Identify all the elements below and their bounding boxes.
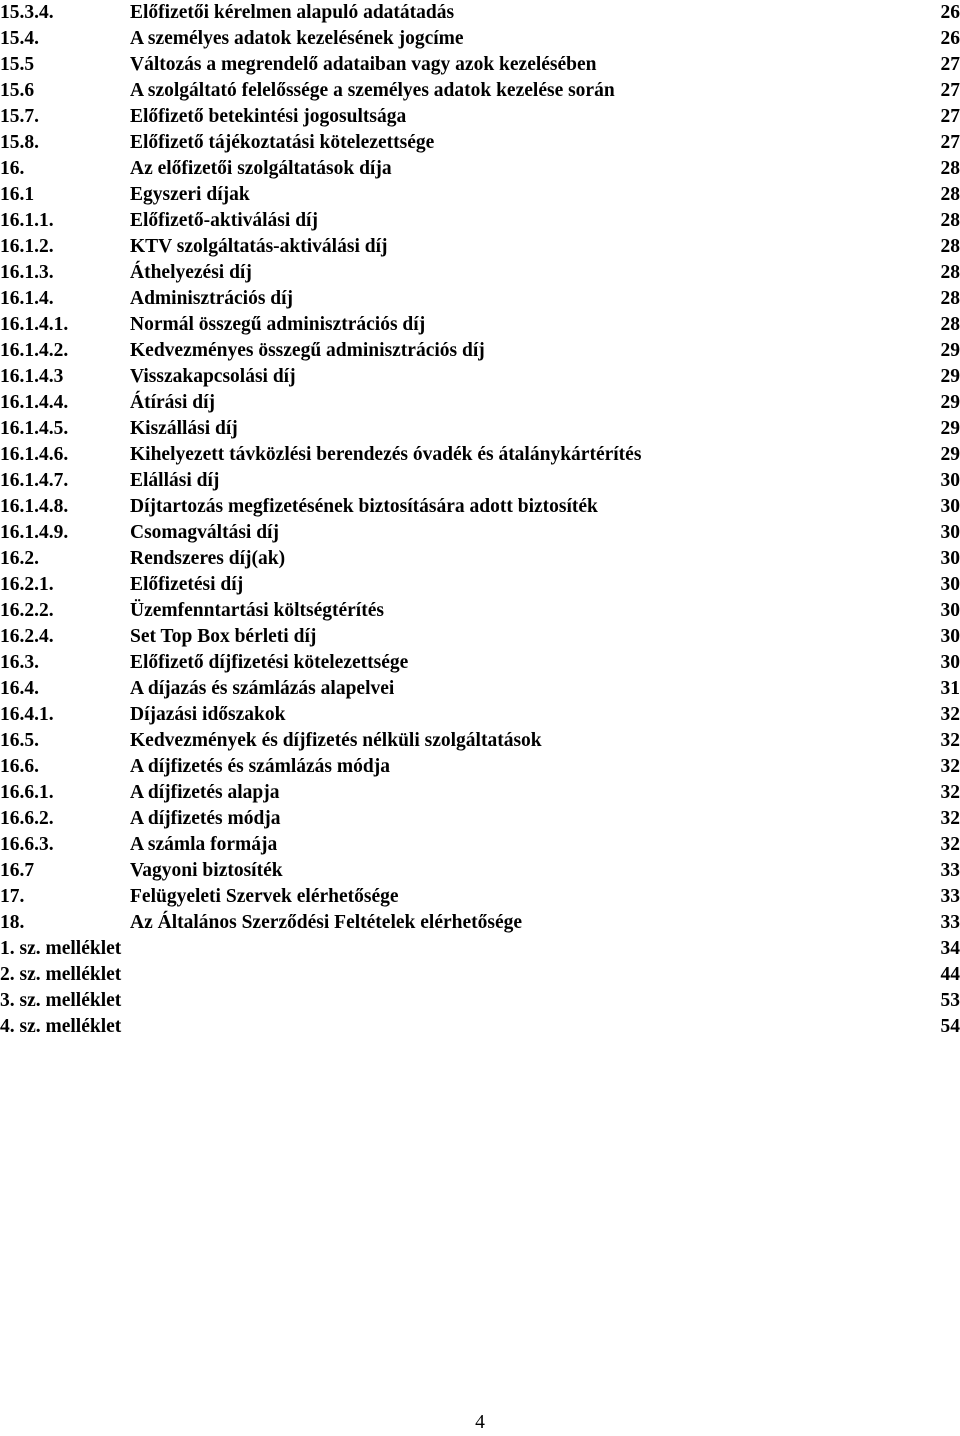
toc-entry-title: Előfizető tájékoztatási kötelezettsége [130,130,434,156]
toc-entry-title: Felügyeleti Szervek elérhetősége [130,884,399,910]
toc-entry-number: 15.5 [0,52,34,78]
toc-entry-number: 16.1.4. [0,286,54,312]
toc-entry-number: 16.1.4.8. [0,494,68,520]
toc-entry-page: 53 [941,988,960,1014]
toc-entry-title: A személyes adatok kezelésének jogcíme [130,26,464,52]
toc-entry-title: Előfizető díjfizetési kötelezettsége [130,650,408,676]
toc-entry[interactable] [0,832,960,858]
toc-entry-title: Adminisztrációs díj [130,286,293,312]
toc-entry-page: 33 [941,858,960,884]
toc-entry-title: Előfizető-aktiválási díj [130,208,318,234]
toc-entry[interactable] [0,442,960,468]
toc-entry-number: 16.1.4.3 [0,364,63,390]
toc-entry-number: 16.6.3. [0,832,54,858]
toc-entry-number: 16. [0,156,24,182]
toc-entry-title: Kedvezmények és díjfizetés nélküli szolgáltatások [130,728,542,754]
toc-entry[interactable] [0,650,960,676]
toc-entry[interactable] [0,468,960,494]
toc-entry-page: 33 [941,910,960,936]
toc-entry-page: 29 [941,390,960,416]
toc-entry-title: Kihelyezett távközlési berendezés óvadék és átalánykártérítés [130,442,641,468]
toc-entry-number: 16.4.1. [0,702,54,728]
toc-entry[interactable] [0,260,960,286]
toc-entry-title: Visszakapcsolási díj [130,364,296,390]
toc-entry-number: 16.4. [0,676,39,702]
toc-entry-title: Átírási díj [130,390,215,416]
toc-entry[interactable] [0,910,960,936]
toc-entry[interactable] [0,286,960,312]
toc-entry-title: Kiszállási díj [130,416,238,442]
toc-entry-number: 16.2.4. [0,624,54,650]
toc-entry-number: 16.6.2. [0,806,54,832]
toc-entry-title: Elállási díj [130,468,219,494]
toc-entry-title: Egyszeri díjak [130,182,250,208]
toc-entry-title: Rendszeres díj(ak) [130,546,285,572]
toc-entry-title: A díjazás és számlázás alapelvei [130,676,394,702]
toc-entry-number: 15.7. [0,104,39,130]
toc-entry-title: Kedvezményes összegű adminisztrációs díj [130,338,485,364]
toc-entry-page: 30 [941,546,960,572]
toc-entry-page: 26 [941,26,960,52]
toc-entry-page: 27 [941,104,960,130]
toc-entry-page: 29 [941,364,960,390]
toc-entry-number: 15.6 [0,78,34,104]
toc-entry-page: 30 [941,598,960,624]
toc-entry-number: 16.3. [0,650,39,676]
toc-entry-number: 16.1.4.5. [0,416,68,442]
toc-entry-title: Változás a megrendelő adataiban vagy azok kezelésében [130,52,597,78]
toc-entry-page: 27 [941,130,960,156]
toc-entry-number: 16.1.4.2. [0,338,68,364]
toc-entry-title: Áthelyezési díj [130,260,252,286]
toc-entry-page: 32 [941,780,960,806]
toc-entry-page: 26 [941,0,960,26]
toc-entry-page: 34 [941,936,960,962]
toc-entry-number: 3. sz. melléklet [0,988,121,1014]
toc-entry-annex[interactable] [0,1014,960,1040]
toc-entry-page: 28 [941,208,960,234]
toc-entry-page: 32 [941,832,960,858]
toc-entry[interactable] [0,104,960,130]
toc-entry-title: KTV szolgáltatás-aktiválási díj [130,234,388,260]
toc-entry-page: 30 [941,468,960,494]
toc-entry[interactable] [0,234,960,260]
toc-entry[interactable] [0,702,960,728]
toc-entry-title: Vagyoni biztosíték [130,858,283,884]
toc-entry-title: Csomagváltási díj [130,520,279,546]
toc-entry-title: Előfizető betekintési jogosultsága [130,104,406,130]
toc-entry-page: 29 [941,416,960,442]
toc-entry-page: 33 [941,884,960,910]
toc-entry-annex[interactable] [0,988,960,1014]
toc-entry[interactable] [0,884,960,910]
toc-entry-number: 15.4. [0,26,39,52]
toc-entry-title: A díjfizetés módja [130,806,281,832]
toc-entry-annex[interactable] [0,962,960,988]
toc-entry-title: Az Általános Szerződési Feltételek elérhetősége [130,910,522,936]
toc-entry[interactable] [0,78,960,104]
toc-entry-title: A díjfizetés és számlázás módja [130,754,390,780]
toc-entry-page: 30 [941,572,960,598]
toc-entry[interactable] [0,858,960,884]
toc-entry-title: A díjfizetés alapja [130,780,279,806]
toc-entry-page: 32 [941,702,960,728]
toc-entry-number: 16.2. [0,546,39,572]
toc-entry-number: 16.1.3. [0,260,54,286]
toc-entry-number: 16.1.4.6. [0,442,68,468]
toc-entry-title: Az előfizetői szolgáltatások díja [130,156,392,182]
toc-entry-page: 30 [941,520,960,546]
toc-entry-number: 17. [0,884,24,910]
toc-entry-title: A számla formája [130,832,277,858]
toc-entry-number: 16.1 [0,182,34,208]
toc-entry-page: 28 [941,286,960,312]
toc-entry-page: 29 [941,338,960,364]
toc-entry[interactable] [0,728,960,754]
toc-entry[interactable] [0,780,960,806]
toc-entry-annex[interactable] [0,936,960,962]
toc-entry-page: 32 [941,754,960,780]
toc-entry[interactable] [0,494,960,520]
page-number: 4 [0,1410,960,1436]
toc-entry-number: 4. sz. melléklet [0,1014,121,1040]
toc-entry-title: Üzemfenntartási költségtérítés [130,598,384,624]
toc-entry[interactable] [0,26,960,52]
toc-entry-number: 16.1.4.7. [0,468,68,494]
toc-entry-title: Normál összegű adminisztrációs díj [130,312,425,338]
toc-entry-number: 16.2.2. [0,598,54,624]
toc-entry-number: 16.1.4.4. [0,390,68,416]
toc-entry-page: 28 [941,156,960,182]
toc-entry-page: 28 [941,260,960,286]
toc-entry[interactable] [0,130,960,156]
toc-entry-number: 16.1.1. [0,208,54,234]
toc-entry-title: Set Top Box bérleti díj [130,624,316,650]
toc-entry-page: 30 [941,624,960,650]
toc-entry[interactable] [0,312,960,338]
toc-entry-page: 28 [941,182,960,208]
toc-entry-number: 16.1.4.1. [0,312,68,338]
toc-entry-title: Előfizetési díj [130,572,243,598]
toc-entry-page: 30 [941,494,960,520]
toc-entry[interactable] [0,624,960,650]
toc-entry-number: 16.6. [0,754,39,780]
toc-entry-page: 27 [941,78,960,104]
toc-entry[interactable] [0,364,960,390]
toc-entry[interactable] [0,182,960,208]
toc-entry-page: 28 [941,234,960,260]
toc-entry[interactable] [0,0,960,26]
toc-entry-number: 15.8. [0,130,39,156]
toc-entry-number: 16.6.1. [0,780,54,806]
toc-entry-number: 16.2.1. [0,572,54,598]
toc-entry-page: 44 [941,962,960,988]
toc-entry-number: 16.7 [0,858,34,884]
toc-entry[interactable] [0,754,960,780]
toc-entry-title: Díjtartozás megfizetésének biztosítására adott biztosíték [130,494,598,520]
toc-entry[interactable] [0,572,960,598]
toc-entry-page: 28 [941,312,960,338]
toc-entry-title: Díjazási időszakok [130,702,285,728]
toc-entry[interactable] [0,390,960,416]
toc-entry[interactable] [0,416,960,442]
toc-entry[interactable] [0,52,960,78]
toc-entry-page: 32 [941,728,960,754]
toc-entry-page: 30 [941,650,960,676]
toc-entry[interactable] [0,598,960,624]
toc-entry[interactable] [0,806,960,832]
toc-entry[interactable] [0,338,960,364]
toc-entry-number: 18. [0,910,24,936]
toc-entry-number: 15.3.4. [0,0,54,26]
toc-entry[interactable] [0,208,960,234]
toc-entry[interactable] [0,520,960,546]
toc-entry-page: 29 [941,442,960,468]
toc-entry[interactable] [0,676,960,702]
toc-entry-number: 2. sz. melléklet [0,962,121,988]
toc-entry-number: 16.1.2. [0,234,54,260]
toc-entry[interactable] [0,546,960,572]
toc-entry-title: A szolgáltató felelőssége a személyes adatok kezelése során [130,78,615,104]
toc-entry-number: 16.5. [0,728,39,754]
toc-entry-page: 27 [941,52,960,78]
toc-entry-number: 16.1.4.9. [0,520,68,546]
toc-entry-page: 31 [941,676,960,702]
toc-entry-number: 1. sz. melléklet [0,936,121,962]
toc-entry-page: 32 [941,806,960,832]
toc-entry-title: Előfizetői kérelmen alapuló adatátadás [130,0,454,26]
toc-entry[interactable] [0,156,960,182]
toc-entry-page: 54 [941,1014,960,1040]
